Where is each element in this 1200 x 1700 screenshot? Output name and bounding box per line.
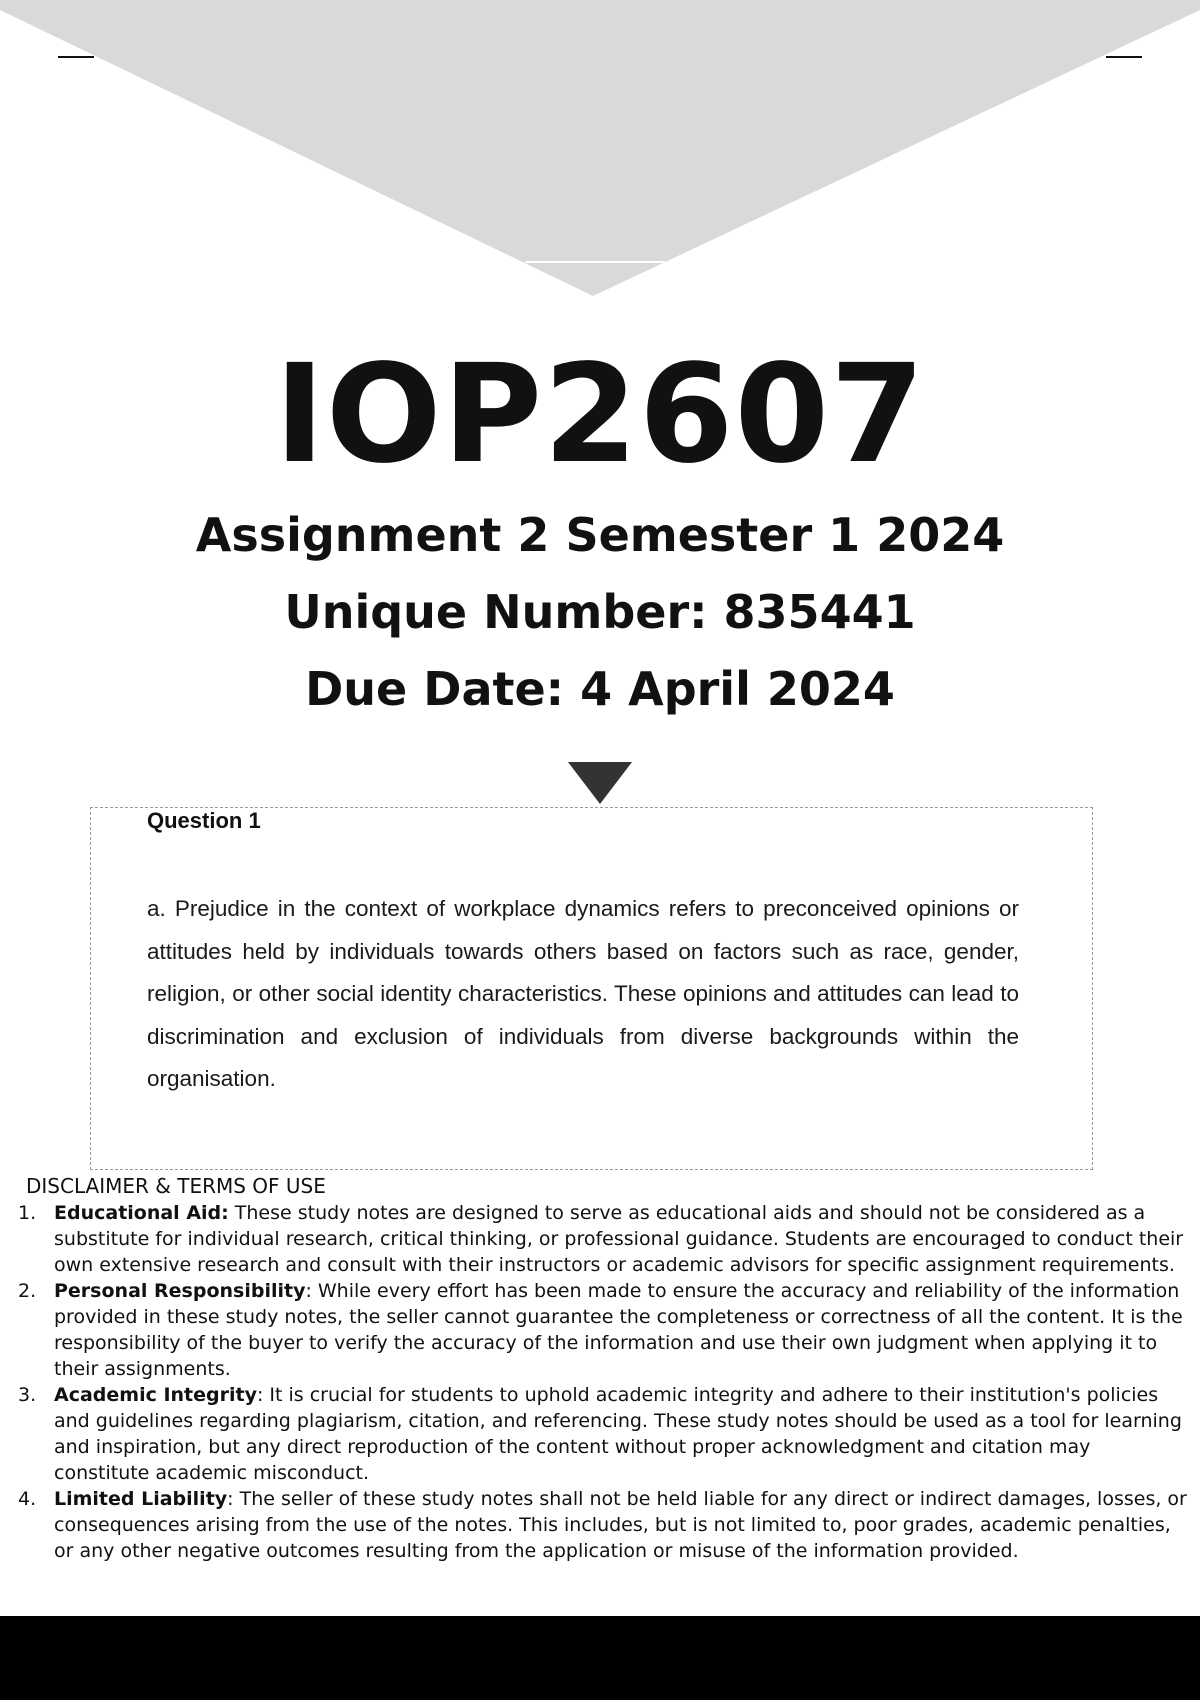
course-code: IOP2607 [274,336,926,494]
item-label: Educational Aid: [54,1202,229,1224]
bottom-black-bar [0,1616,1200,1700]
disclaimer-item [0,1382,1190,1486]
item-text: : While every effort has been made to ensure the accuracy and reliability of the information provided in these study notes, the seller cannot guarantee the completeness or correctness of all the content. It is the responsibility of the buyer to verify the accuracy of the information and use their own judgment when applying it to their assignments. [54,1280,1183,1380]
item-number: 3. [18,1384,37,1406]
disclaimer-item [0,1486,1190,1564]
item-text: : It is crucial for students to uphold academic integrity and adhere to their institution's policies and guidelines regarding plagiarism, citation, and referencing. These study notes should be used as a tool for learning and inspiration, but any direct reproduction of the content without proper acknowledgment and citation may constitute academic misconduct. [54,1384,1182,1484]
item-text: : The seller of these study notes shall not be held liable for any direct or indirect damages, losses, or consequences arising from the use of the notes. This includes, but is not limited to, poor grades, academic penalties, or any other negative outcomes resulting from the application or misuse of the information provided. [54,1488,1187,1562]
top-chevron-banner [0,0,1200,300]
item-number: 2. [18,1280,37,1302]
disclaimer-section [0,1172,1200,1616]
question-title: Question 1 [147,808,261,833]
item-number: 1. [18,1202,37,1224]
item-label: Personal Responsibility [54,1280,306,1302]
question-box [90,807,1093,1170]
item-label: Limited Liability [54,1488,228,1510]
disclaimer-list [0,1200,1190,1564]
disclaimer-item [0,1278,1190,1382]
due-date: Due Date: 4 April 2024 [305,662,895,716]
question-text: a. Prejudice in the context of workplace dynamics refers to preconceived opinions or attitudes held by individuals towards others based on factors such as race, gender, religion, or other social identity characteristics. These opinions and attitudes can lead to discrimination and exclusion of individuals from diverse backgrounds within the organisation. [147,896,1019,1091]
item-text: These study notes are designed to serve as educational aids and should not be considered as a substitute for individual research, critical thinking, or professional guidance. Students are encouraged to conduct their own extensive research and consult with their instructors or academic advisors for specific assignment requirements. [54,1202,1184,1276]
down-triangle-icon [568,762,632,804]
corner-rule-right [1106,56,1142,58]
assignment-title: Assignment 2 Semester 1 2024 [195,508,1005,562]
unique-number: Unique Number: 835441 [284,585,916,639]
item-number: 4. [18,1488,37,1510]
corner-rule-left [58,56,94,58]
disclaimer-item [0,1200,1190,1278]
item-label: Academic Integrity [54,1384,257,1406]
disclaimer-title: DISCLAIMER & TERMS OF USE [26,1174,326,1198]
